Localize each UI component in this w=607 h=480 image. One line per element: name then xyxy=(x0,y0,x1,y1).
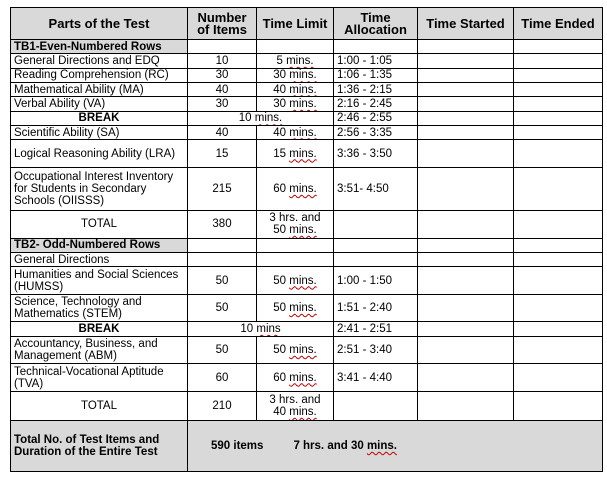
time-started-cell xyxy=(418,54,514,68)
time-ended-cell xyxy=(514,111,603,125)
time-allocation: 2:56 - 3:35 xyxy=(334,125,418,139)
part-name: Reading Comprehension (RC) xyxy=(11,68,188,82)
total-time-limit: 3 hrs. and 40 mins. xyxy=(257,392,334,421)
item-count: 215 xyxy=(188,167,257,210)
time-allocation: 1:36 - 2:15 xyxy=(334,82,418,96)
break-row xyxy=(11,322,603,336)
time-ended-cell xyxy=(514,167,603,210)
table-row xyxy=(11,294,603,322)
time-started-cell xyxy=(418,82,514,96)
grand-total-label: Total No. of Test Items and Duration of the Entire Test xyxy=(11,420,188,471)
time-ended-cell xyxy=(514,54,603,68)
time-allocation: 1:00 - 1:05 xyxy=(334,54,418,68)
time-ended-cell xyxy=(514,336,603,364)
grand-total-row xyxy=(11,420,603,471)
time-ended-cell xyxy=(514,294,603,322)
grand-total-duration: 7 hrs. and 30 mins. xyxy=(293,439,397,452)
time-started-cell xyxy=(418,68,514,82)
header-time-limit: Time Limit xyxy=(257,8,334,40)
time-started-cell xyxy=(418,125,514,139)
total-row-tb1 xyxy=(11,210,603,238)
time-started-cell xyxy=(418,294,514,322)
break-label: BREAK xyxy=(11,322,188,336)
part-name: General Directions xyxy=(11,252,188,266)
total-time-limit: 3 hrs. and 50 mins. xyxy=(257,210,334,238)
total-label: TOTAL xyxy=(11,392,188,421)
time-allocation: 2:16 - 2:45 xyxy=(334,97,418,111)
time-ended-cell xyxy=(514,140,603,168)
time-started-cell xyxy=(418,111,514,125)
table-row xyxy=(11,97,603,111)
item-count: 50 xyxy=(188,267,257,295)
time-limit: 60 mins. xyxy=(257,364,334,392)
test-schedule-table xyxy=(10,7,603,472)
time-limit: 60 mins. xyxy=(257,167,334,210)
table-row xyxy=(11,82,603,96)
part-name: Science, Technology and Mathematics (STEM) xyxy=(11,294,188,322)
time-limit: 50 mins. xyxy=(257,267,334,295)
item-count: 30 xyxy=(188,68,257,82)
break-duration: 10 mins. xyxy=(188,111,334,125)
time-allocation: 3:41 - 4:40 xyxy=(334,364,418,392)
section-title-tb1: TB1-Even-Numbered Rows xyxy=(11,40,188,54)
time-started-cell xyxy=(418,364,514,392)
time-limit: 50 mins. xyxy=(257,294,334,322)
time-allocation: 1:00 - 1:50 xyxy=(334,267,418,295)
time-started-cell xyxy=(418,140,514,168)
table-row xyxy=(11,364,603,392)
part-name: Technical-Vocational Aptitude (TVA) xyxy=(11,364,188,392)
item-count: 40 xyxy=(188,125,257,139)
header-number-of-items: Number of Items xyxy=(188,8,257,40)
header-parts: Parts of the Test xyxy=(11,8,188,40)
part-name: Verbal Ability (VA) xyxy=(11,97,188,111)
time-ended-cell xyxy=(514,364,603,392)
part-name: Mathematical Ability (MA) xyxy=(11,82,188,96)
header-row xyxy=(11,8,603,40)
time-ended-cell xyxy=(514,322,603,336)
time-limit: 40 mins. xyxy=(257,82,334,96)
section-row-tb2 xyxy=(11,238,603,252)
total-row-tb2 xyxy=(11,392,603,421)
time-ended-cell xyxy=(514,125,603,139)
table-row xyxy=(11,54,603,68)
time-allocation: 2:46 - 2:55 xyxy=(334,111,418,125)
time-limit: 15 mins. xyxy=(257,140,334,168)
section-title-tb2: TB2- Odd-Numbered Rows xyxy=(11,238,188,252)
item-count: 10 xyxy=(188,54,257,68)
time-allocation: 2:51 - 3:40 xyxy=(334,336,418,364)
table-row xyxy=(11,68,603,82)
time-limit: 30 mins. xyxy=(257,68,334,82)
time-started-cell xyxy=(418,336,514,364)
item-count: 30 xyxy=(188,97,257,111)
item-count: 60 xyxy=(188,364,257,392)
time-ended-cell xyxy=(514,267,603,295)
table-row xyxy=(11,336,603,364)
time-ended-cell xyxy=(514,82,603,96)
break-label: BREAK xyxy=(11,111,188,125)
part-name: Scientific Ability (SA) xyxy=(11,125,188,139)
time-allocation: 1:06 - 1:35 xyxy=(334,68,418,82)
time-limit: 5 mins. xyxy=(257,54,334,68)
table-row xyxy=(11,252,603,266)
section-row-tb1 xyxy=(11,40,603,54)
part-name: Accountancy, Business, and Management (ABM) xyxy=(11,336,188,364)
time-ended-cell xyxy=(514,97,603,111)
time-started-cell xyxy=(418,167,514,210)
time-started-cell xyxy=(418,267,514,295)
grand-total-values xyxy=(188,420,603,471)
header-time-allocation: Time Allocation xyxy=(334,8,418,40)
break-row xyxy=(11,111,603,125)
part-name: Logical Reasoning Ability (LRA) xyxy=(11,140,188,168)
time-started-cell xyxy=(418,322,514,336)
time-started-cell xyxy=(418,97,514,111)
part-name: Humanities and Social Sciences (HUMSS) xyxy=(11,267,188,295)
grand-total-items: 590 items xyxy=(211,439,264,452)
table-row xyxy=(11,125,603,139)
header-time-ended: Time Ended xyxy=(514,8,603,40)
item-count: 50 xyxy=(188,336,257,364)
total-items: 210 xyxy=(188,392,257,421)
time-allocation: 3:51- 4:50 xyxy=(334,167,418,210)
table-row xyxy=(11,167,603,210)
time-limit: 50 mins. xyxy=(257,336,334,364)
total-items: 380 xyxy=(188,210,257,238)
table-row xyxy=(11,140,603,168)
time-ended-cell xyxy=(514,68,603,82)
part-name: Occupational Interest Inventory for Students in Secondary Schools (OIISSS) xyxy=(11,167,188,210)
item-count: 15 xyxy=(188,140,257,168)
time-allocation: 2:41 - 2:51 xyxy=(334,322,418,336)
total-label: TOTAL xyxy=(11,210,188,238)
time-limit: 40 mins. xyxy=(257,125,334,139)
item-count: 50 xyxy=(188,294,257,322)
item-count: 40 xyxy=(188,82,257,96)
table-row xyxy=(11,267,603,295)
header-time-started: Time Started xyxy=(418,8,514,40)
time-allocation: 1:51 - 2:40 xyxy=(334,294,418,322)
part-name: General Directions and EDQ xyxy=(11,54,188,68)
time-limit: 30 mins. xyxy=(257,97,334,111)
time-allocation: 3:36 - 3:50 xyxy=(334,140,418,168)
break-duration: 10 mins xyxy=(188,322,334,336)
